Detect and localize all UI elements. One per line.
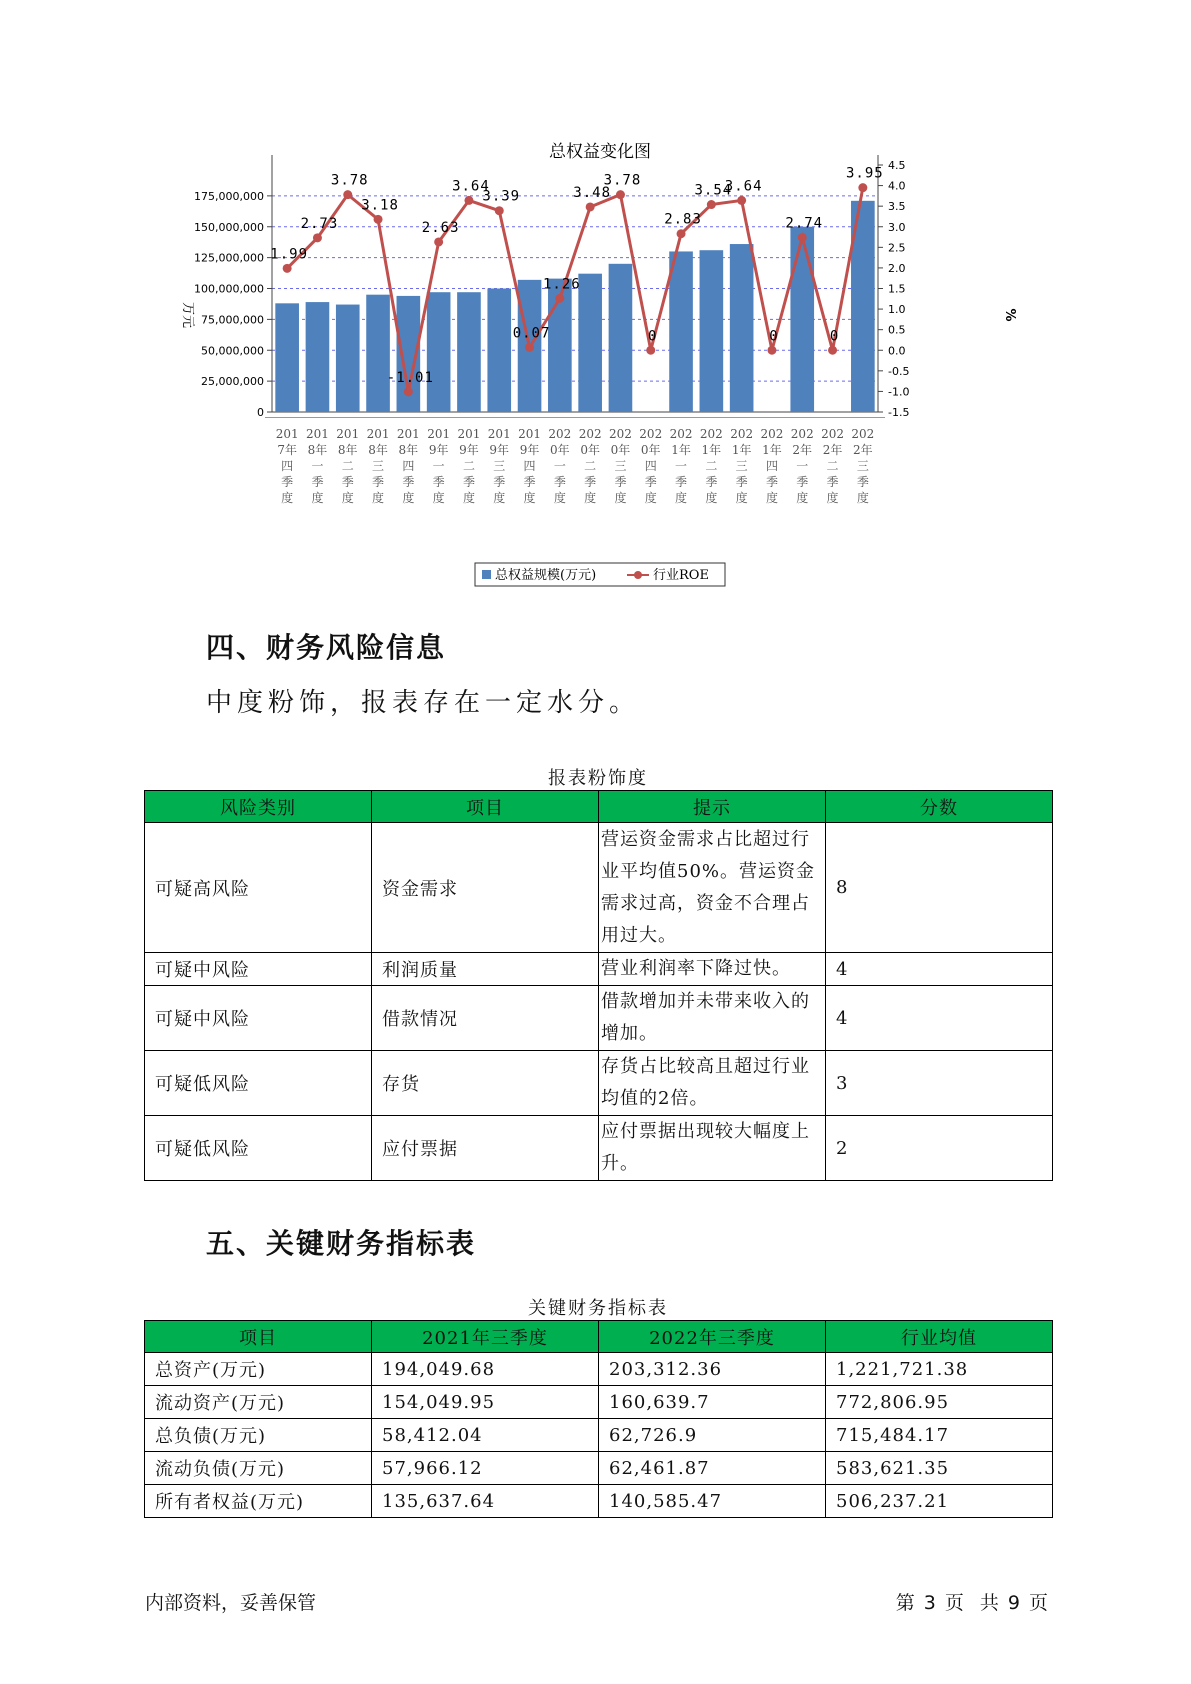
roe-point — [616, 190, 625, 199]
legend-line-marker — [634, 571, 642, 579]
x-tick-label-line: 0年 — [580, 443, 600, 457]
roe-point — [374, 215, 383, 224]
x-tick-label-line: 季 — [796, 475, 809, 489]
chart-bar — [609, 264, 633, 412]
x-tick-label-line: 202 — [639, 427, 663, 441]
roe-point — [343, 190, 352, 199]
x-tick-label — [851, 427, 874, 505]
x-tick-label — [276, 427, 299, 505]
x-tick-label-line: 201 — [518, 427, 542, 441]
y-tick-label: 50,000,000 — [201, 344, 264, 358]
risk-tip: 应付票据出现较大幅度上升。 — [599, 1116, 826, 1181]
x-tick-label-line: 度 — [281, 491, 294, 505]
x-tick-label-line: 201 — [366, 427, 390, 441]
roe-point — [495, 206, 504, 215]
y-tick-label: 25,000,000 — [201, 375, 264, 389]
roe-data-label: 2.73 — [300, 215, 339, 232]
kpi-value-2021q3: 194,049.68 — [372, 1353, 599, 1386]
risk-table-header-row — [145, 791, 1053, 823]
x-tick-label-line: 季 — [826, 475, 839, 489]
roe-data-label: 1.99 — [270, 246, 309, 263]
chart-bar — [366, 295, 390, 412]
x-tick-label-line: 二 — [462, 459, 475, 473]
x-tick-label-line: 202 — [669, 427, 693, 441]
x-tick-label-line: 度 — [341, 491, 354, 505]
roe-point — [798, 233, 807, 242]
roe-data-label: 1.26 — [542, 276, 581, 293]
roe-point — [737, 196, 746, 205]
roe-point — [677, 229, 686, 238]
kpi-value-industry: 772,806.95 — [826, 1386, 1053, 1419]
risk-item: 借款情况 — [372, 986, 599, 1051]
roe-data-label: 2.63 — [421, 219, 460, 236]
table-row — [145, 1485, 1053, 1518]
x-tick-label-line: 度 — [705, 491, 718, 505]
x-tick-label-line: 度 — [311, 491, 324, 505]
kpi-header-2021q3: 2021年三季度 — [372, 1321, 599, 1353]
table-row — [145, 1051, 1053, 1116]
risk-category: 可疑高风险 — [145, 823, 372, 953]
x-tick-label-line: 四 — [644, 459, 657, 473]
roe-data-label: 3.64 — [724, 178, 763, 195]
table-row — [145, 1419, 1053, 1452]
x-tick-label-line: 9年 — [428, 443, 449, 457]
x-tick-label-line: 季 — [856, 475, 869, 489]
kpi-table-caption: 关键财务指标表 — [528, 1298, 668, 1319]
footer-page-num: 3 — [923, 1592, 937, 1614]
x-tick-label-line: 202 — [730, 427, 754, 441]
x-tick-label — [427, 427, 450, 505]
table-row — [145, 1386, 1053, 1419]
kpi-item: 总资产(万元) — [145, 1353, 372, 1386]
x-tick-labels — [276, 427, 875, 505]
risk-category: 可疑低风险 — [145, 1116, 372, 1181]
section4-paragraph: 中度粉饰，报表存在一定水分。 — [206, 688, 641, 718]
footer-page-prefix: 第 — [895, 1592, 916, 1614]
x-tick-label-line: 9年 — [519, 443, 540, 457]
risk-category: 可疑低风险 — [145, 1051, 372, 1116]
x-tick-label-line: 8年 — [398, 443, 419, 457]
chart-bar — [427, 292, 451, 412]
x-tick-label-line: 202 — [608, 427, 632, 441]
risk-item: 存货 — [372, 1051, 599, 1116]
footer-total-suffix: 页 — [1028, 1592, 1049, 1614]
y2-tick-label: 2.0 — [888, 261, 906, 275]
table-row — [145, 823, 1053, 953]
x-tick-label-line: 202 — [851, 427, 875, 441]
y2-tick-label: 1.5 — [888, 282, 906, 296]
kpi-value-2021q3: 154,049.95 — [372, 1386, 599, 1419]
equity-chart — [160, 135, 1030, 590]
risk-tip: 营业利润率下降过快。 — [599, 953, 826, 986]
kpi-value-2022q3: 140,585.47 — [599, 1485, 826, 1518]
x-tick-label — [791, 427, 814, 505]
x-tick-label-line: 季 — [402, 475, 415, 489]
x-tick-label-line: 202 — [821, 427, 845, 441]
x-tick-label — [336, 427, 359, 505]
x-tick-label-line: 季 — [311, 475, 324, 489]
kpi-header-industry-avg: 行业均值 — [826, 1321, 1053, 1353]
x-tick-label-line: 8年 — [368, 443, 388, 457]
roe-data-label: 0 — [829, 328, 840, 345]
kpi-value-2022q3: 62,726.9 — [599, 1419, 826, 1452]
y-axis-label: 万元 — [180, 301, 195, 329]
x-tick-label-line: 季 — [705, 475, 718, 489]
risk-score: 4 — [826, 986, 1053, 1051]
x-tick-label-line: 202 — [578, 427, 602, 441]
y2-tick-label: 0.0 — [888, 344, 906, 358]
x-tick-label-line: 季 — [523, 475, 536, 489]
roe-data-label: 2.83 — [664, 211, 702, 228]
kpi-item: 流动资产(万元) — [145, 1386, 372, 1419]
roe-data-label: 3.48 — [573, 184, 612, 201]
roe-point — [525, 343, 534, 352]
x-tick-label-line: 二 — [705, 459, 718, 473]
x-tick-label-line: 2年 — [853, 443, 873, 457]
x-tick-label-line: 2年 — [822, 443, 843, 457]
legend-line-label: 行业ROE — [653, 568, 709, 583]
kpi-value-industry: 506,237.21 — [826, 1485, 1053, 1518]
risk-score: 4 — [826, 953, 1053, 986]
chart-legend — [475, 563, 725, 586]
x-tick-label-line: 度 — [462, 491, 475, 505]
kpi-value-2022q3: 62,461.87 — [599, 1452, 826, 1485]
x-tick-label-line: 8年 — [307, 443, 328, 457]
x-tick-label-line: 二 — [341, 459, 354, 473]
x-tick-label — [518, 427, 541, 505]
risk-tip: 营运资金需求占比超过行业平均值50%。营运资金需求过高，资金不合理占用过大。 — [599, 823, 826, 953]
x-tick-label-line: 季 — [735, 475, 748, 489]
x-tick-label-line: 度 — [584, 491, 597, 505]
roe-point — [828, 346, 837, 355]
x-tick-label-line: 202 — [760, 427, 784, 441]
roe-data-label: 3.18 — [361, 197, 399, 214]
roe-data-label: 0 — [648, 328, 658, 345]
roe-point — [283, 264, 292, 273]
x-tick-label-line: 一 — [311, 459, 324, 473]
chart-bar — [578, 274, 602, 412]
kpi-item: 总负债(万元) — [145, 1419, 372, 1452]
x-tick-label-line: 201 — [457, 427, 481, 441]
kpi-value-2021q3: 135,637.64 — [372, 1485, 599, 1518]
y2-tick-label: 4.0 — [888, 179, 906, 193]
roe-point — [767, 346, 776, 355]
roe-point — [858, 183, 867, 192]
chart-bar — [457, 292, 481, 412]
chart-title: 总权益变化图 — [549, 142, 651, 162]
roe-point — [586, 202, 595, 211]
x-tick-label-line: 201 — [487, 427, 511, 441]
x-tick-label-line: 季 — [553, 475, 566, 489]
x-tick-label-line: 202 — [548, 427, 572, 441]
roe-point — [313, 233, 322, 242]
x-tick-label — [670, 427, 693, 505]
table-row — [145, 986, 1053, 1051]
risk-score: 8 — [826, 823, 1053, 953]
x-tick-label — [579, 427, 602, 505]
x-tick-label-line: 度 — [553, 491, 566, 505]
x-tick-label-line: 度 — [856, 491, 869, 505]
x-tick-label-line: 三 — [493, 459, 506, 473]
x-tick-label-line: 度 — [796, 491, 809, 505]
x-tick-label-line: 8年 — [337, 443, 358, 457]
x-tick-label-line: 季 — [584, 475, 597, 489]
x-tick-label-line: 2年 — [792, 443, 813, 457]
risk-item: 利润质量 — [372, 953, 599, 986]
x-tick-label-line: 四 — [402, 459, 415, 473]
x-tick-label-line: 0年 — [610, 443, 631, 457]
roe-point — [404, 387, 413, 396]
x-tick-label-line: 三 — [614, 459, 627, 473]
footer-total-prefix: 共 — [979, 1592, 1000, 1614]
x-tick-label — [760, 427, 783, 505]
roe-data-label: 3.95 — [845, 165, 884, 182]
risk-score: 2 — [826, 1116, 1053, 1181]
roe-data-label: 3.64 — [452, 178, 490, 195]
footer-page-number — [892, 1588, 1053, 1615]
x-tick-label-line: 度 — [826, 491, 839, 505]
x-tick-label-line: 1年 — [701, 443, 722, 457]
y2-axis-label: % — [1002, 308, 1017, 322]
legend-bar-label: 总权益规模(万元) — [495, 568, 597, 583]
kpi-value-industry: 583,621.35 — [826, 1452, 1053, 1485]
risk-tip: 存货占比较高且超过行业均值的2倍。 — [599, 1051, 826, 1116]
y2-tick-label: -1.0 — [888, 385, 910, 399]
roe-data-label: 3.54 — [694, 182, 733, 199]
x-tick-label-line: 四 — [523, 459, 536, 473]
roe-data-label: 3.78 — [603, 172, 642, 189]
footer-total-num: 9 — [1007, 1592, 1021, 1614]
risk-tip: 借款增加并未带来收入的增加。 — [599, 986, 826, 1051]
risk-item: 资金需求 — [372, 823, 599, 953]
kpi-value-2022q3: 160,639.7 — [599, 1386, 826, 1419]
x-tick-label-line: 0年 — [640, 443, 661, 457]
x-tick-label-line: 度 — [614, 491, 627, 505]
footer-page-mid: 页 — [944, 1592, 965, 1614]
x-tick-label — [397, 427, 420, 505]
x-tick-label-line: 季 — [614, 475, 627, 489]
roe-point — [646, 346, 655, 355]
kpi-value-2021q3: 58,412.04 — [372, 1419, 599, 1452]
chart-bar — [306, 302, 330, 412]
risk-header-tip: 提示 — [599, 791, 826, 823]
chart-bar — [487, 289, 511, 413]
y2-tick-label: -1.5 — [888, 406, 910, 419]
x-tick-label-line: 三 — [372, 459, 385, 473]
roe-data-label: -1.01 — [386, 369, 434, 386]
risk-header-item: 项目 — [372, 791, 599, 823]
x-tick-label-line: 0年 — [550, 443, 570, 457]
x-tick-label-line: 三 — [856, 459, 869, 473]
y2-tick-label: 2.5 — [888, 241, 906, 255]
kpi-table — [144, 1320, 1053, 1518]
risk-header-score: 分数 — [826, 791, 1053, 823]
x-tick-label-line: 9年 — [459, 443, 479, 457]
x-tick-label-line: 7年 — [277, 443, 297, 457]
kpi-value-2022q3: 203,312.36 — [599, 1353, 826, 1386]
y-tick-label: 100,000,000 — [194, 282, 264, 296]
kpi-item: 所有者权益(万元) — [145, 1485, 372, 1518]
x-tick-label-line: 四 — [765, 459, 778, 473]
x-tick-label-line: 201 — [275, 427, 299, 441]
chart-bar — [700, 250, 724, 412]
y-tick-label: 0 — [257, 406, 264, 419]
kpi-header-item: 项目 — [145, 1321, 372, 1353]
roe-data-label: 3.78 — [330, 172, 369, 189]
chart-bar — [336, 305, 360, 412]
x-tick-label-line: 四 — [281, 459, 294, 473]
table-row — [145, 953, 1053, 986]
x-tick-label-line: 季 — [493, 475, 506, 489]
x-tick-label-line: 度 — [432, 491, 445, 505]
x-tick-label-line: 季 — [432, 475, 445, 489]
chart-bar — [790, 227, 814, 412]
x-tick-label-line: 201 — [427, 427, 451, 441]
x-tick-label-line: 度 — [493, 491, 506, 505]
x-tick-label — [457, 427, 480, 505]
y-tick-label: 125,000,000 — [194, 251, 264, 265]
kpi-header-2022q3: 2022年三季度 — [599, 1321, 826, 1353]
x-tick-label — [821, 427, 844, 505]
risk-table — [144, 790, 1053, 1181]
y2-tick-label: 3.0 — [888, 220, 906, 234]
x-tick-label-line: 201 — [396, 427, 420, 441]
risk-header-category: 风险类别 — [145, 791, 372, 823]
x-tick-label-line: 202 — [790, 427, 814, 441]
roe-point — [434, 237, 443, 246]
roe-point — [707, 200, 716, 209]
x-tick-label-line: 三 — [735, 459, 748, 473]
risk-score: 3 — [826, 1051, 1053, 1116]
kpi-table-header-row — [145, 1321, 1053, 1353]
y2-tick-label: 4.5 — [888, 159, 906, 172]
x-tick-label-line: 季 — [644, 475, 657, 489]
y2-tick-label: -0.5 — [888, 364, 910, 378]
x-tick-label-line: 一 — [675, 459, 688, 473]
x-tick-label-line: 201 — [305, 427, 329, 441]
roe-data-label: 2.74 — [785, 215, 824, 232]
kpi-item: 流动负债(万元) — [145, 1452, 372, 1485]
x-tick-label — [367, 427, 390, 505]
kpi-value-2021q3: 57,966.12 — [372, 1452, 599, 1485]
x-tick-label-line: 度 — [735, 491, 748, 505]
x-tick-label-line: 度 — [765, 491, 778, 505]
x-tick-label-line: 度 — [523, 491, 536, 505]
kpi-value-industry: 1,221,721.38 — [826, 1353, 1053, 1386]
x-tick-label-line: 一 — [796, 459, 809, 473]
x-tick-label-line: 度 — [644, 491, 657, 505]
x-tick-label-line: 度 — [402, 491, 415, 505]
roe-point — [464, 196, 473, 205]
chart-bar — [669, 251, 693, 412]
y2-tick-label: 1.0 — [888, 303, 906, 317]
y-tick-label: 175,000,000 — [194, 189, 264, 203]
x-tick-label-line: 二 — [826, 459, 839, 473]
roe-data-label: 0.07 — [512, 325, 551, 342]
x-tick-label-line: 201 — [336, 427, 360, 441]
section5-heading: 五、关键财务指标表 — [206, 1227, 477, 1260]
x-axis-band — [265, 417, 885, 418]
y2-tick-label: 0.5 — [888, 323, 906, 337]
legend-bar-swatch — [482, 570, 491, 579]
x-tick-label-line: 1年 — [762, 443, 782, 457]
y2-tick-label: 3.5 — [888, 200, 906, 214]
x-tick-label — [488, 427, 511, 505]
x-tick-label-line: 季 — [341, 475, 354, 489]
risk-category: 可疑中风险 — [145, 986, 372, 1051]
x-tick-label-line: 度 — [372, 491, 385, 505]
x-tick-label-line: 1年 — [731, 443, 752, 457]
x-tick-label-line: 度 — [675, 491, 688, 505]
y-tick-label: 150,000,000 — [194, 220, 264, 234]
risk-table-caption: 报表粉饰度 — [548, 768, 648, 789]
roe-data-label: 0 — [769, 328, 779, 345]
table-row — [145, 1116, 1053, 1181]
y-tick-label: 75,000,000 — [201, 313, 264, 327]
x-tick-label — [700, 427, 723, 505]
x-tick-label-line: 季 — [372, 475, 385, 489]
x-tick-label-line: 一 — [553, 459, 566, 473]
x-tick-label-line: 二 — [584, 459, 597, 473]
x-tick-label — [730, 427, 753, 505]
x-tick-label-line: 季 — [675, 475, 688, 489]
x-tick-label-line: 9年 — [489, 443, 510, 457]
roe-point — [555, 294, 564, 303]
table-row — [145, 1452, 1053, 1485]
x-tick-label — [609, 427, 632, 505]
x-tick-label — [306, 427, 329, 505]
x-tick-label-line: 202 — [699, 427, 723, 441]
chart-bar — [275, 303, 299, 412]
x-tick-label-line: 1年 — [671, 443, 691, 457]
x-tick-label — [639, 427, 662, 505]
table-row — [145, 1353, 1053, 1386]
risk-category: 可疑中风险 — [145, 953, 372, 986]
x-tick-label-line: 季 — [765, 475, 778, 489]
section4-heading: 四、财务风险信息 — [206, 631, 447, 664]
x-tick-label-line: 季 — [281, 475, 294, 489]
x-tick-label — [548, 427, 571, 505]
roe-data-label: 3.39 — [482, 188, 521, 205]
x-tick-label-line: 一 — [432, 459, 445, 473]
risk-item: 应付票据 — [372, 1116, 599, 1181]
footer-confidential-note: 内部资料，妥善保管 — [145, 1592, 317, 1614]
chart-bar — [730, 244, 754, 412]
kpi-value-industry: 715,484.17 — [826, 1419, 1053, 1452]
x-tick-label-line: 季 — [462, 475, 475, 489]
